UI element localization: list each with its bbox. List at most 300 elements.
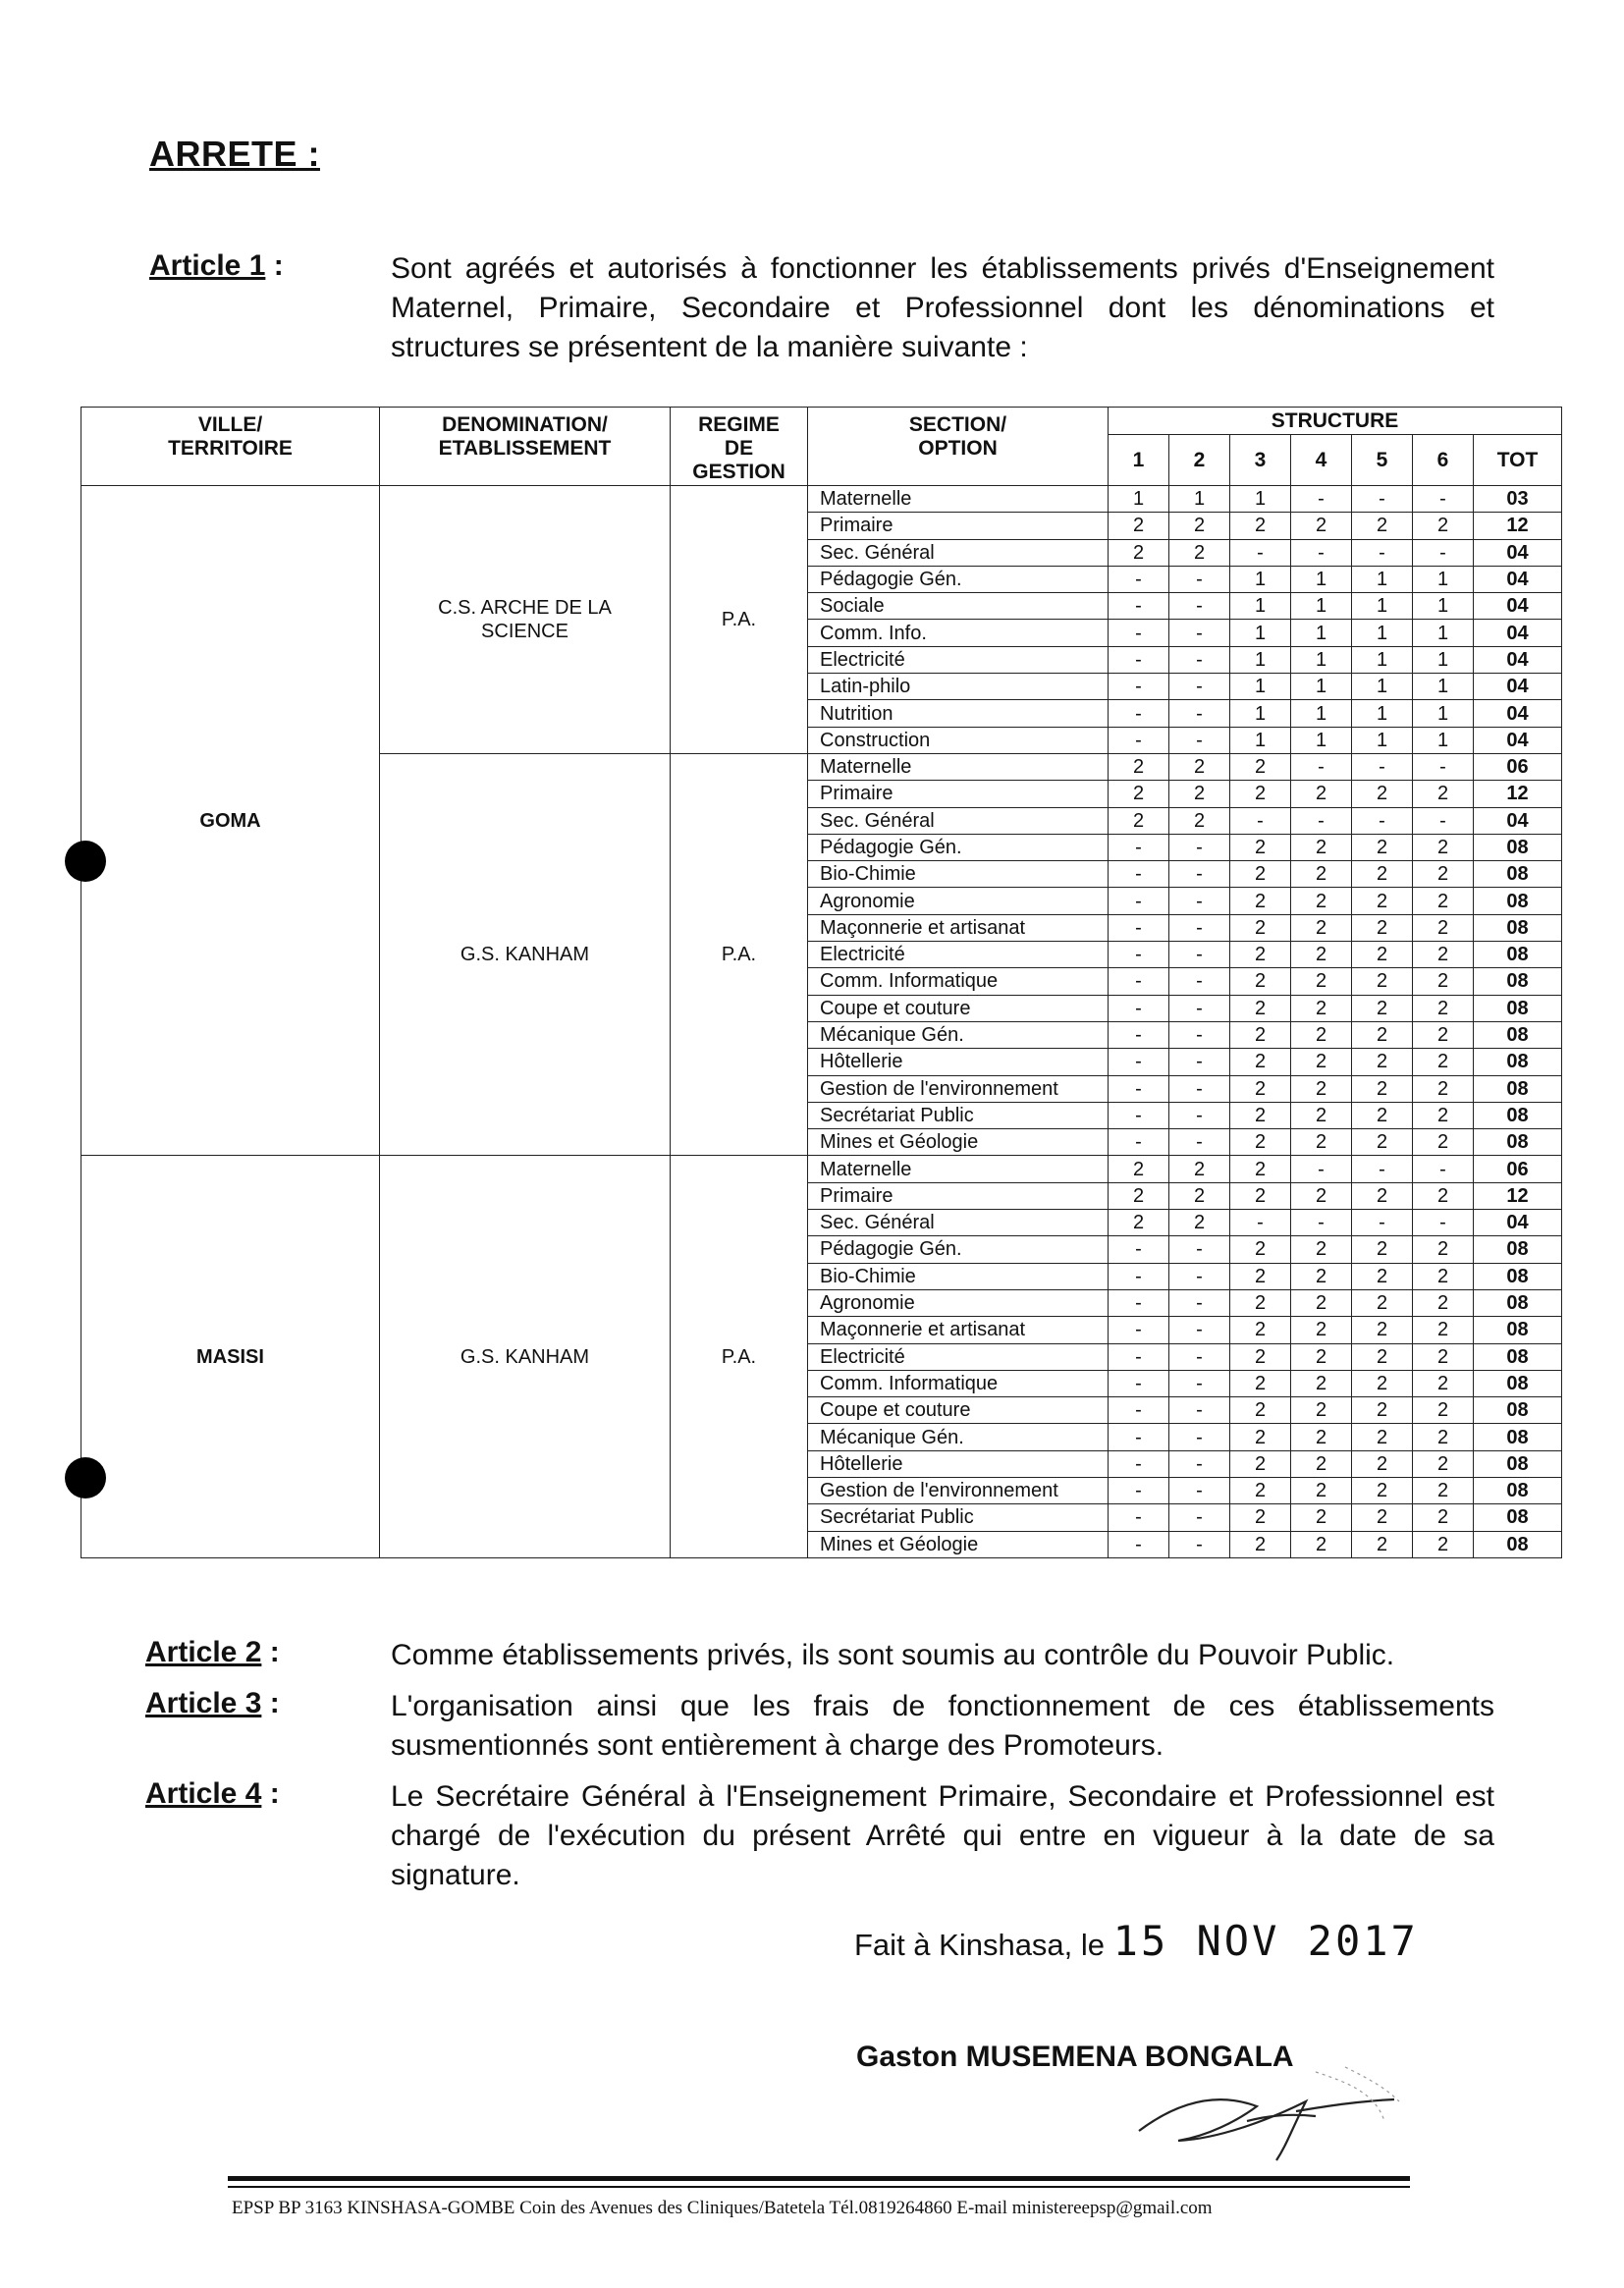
structure-cell-4: 2 [1291,1450,1352,1477]
total-cell: 08 [1474,861,1562,888]
structure-cell-5: - [1352,807,1413,834]
total-cell: 08 [1474,1424,1562,1450]
structure-cell-6: 2 [1413,995,1474,1021]
structure-cell-1: 2 [1109,781,1169,807]
structure-cell-3: 2 [1230,1317,1291,1343]
structure-cell-1: - [1109,888,1169,914]
option-cell: Mécanique Gén. [808,1021,1109,1048]
total-cell: 06 [1474,1156,1562,1182]
structure-cell-5: 2 [1352,1049,1413,1075]
total-cell: 04 [1474,700,1562,727]
structure-cell-6: 2 [1413,1317,1474,1343]
option-cell: Pédagogie Gén. [808,834,1109,860]
structure-cell-3: 2 [1230,1129,1291,1156]
structure-cell-6: 2 [1413,1424,1474,1450]
structure-cell-1: - [1109,1289,1169,1316]
structure-cell-3: 2 [1230,834,1291,860]
option-cell: Hôtellerie [808,1450,1109,1477]
structure-cell-5: 2 [1352,1531,1413,1557]
total-cell: 04 [1474,593,1562,620]
option-cell: Maternelle [808,753,1109,780]
option-cell: Coupe et couture [808,1397,1109,1424]
structure-cell-4: - [1291,1156,1352,1182]
header-col-1: 1 [1109,435,1169,486]
structure-cell-1: - [1109,942,1169,968]
structure-cell-5: 2 [1352,1343,1413,1370]
structure-cell-4: 2 [1291,1343,1352,1370]
structure-cell-6: 2 [1413,1289,1474,1316]
total-cell: 04 [1474,1210,1562,1236]
structure-cell-2: - [1169,1343,1230,1370]
structure-cell-4: 2 [1291,1531,1352,1557]
total-cell: 12 [1474,513,1562,539]
structure-cell-6: - [1413,753,1474,780]
structure-cell-2: - [1169,1477,1230,1503]
structure-cell-5: 2 [1352,1450,1413,1477]
total-cell: 08 [1474,1317,1562,1343]
regime-cell: P.A. [671,753,808,1155]
structure-cell-6: - [1413,539,1474,566]
structure-cell-4: 1 [1291,593,1352,620]
punch-hole [65,841,106,882]
ville-cell: MASISI [81,1156,380,1557]
structure-cell-2: 2 [1169,753,1230,780]
structure-cell-2: 2 [1169,513,1230,539]
structure-cell-3: 2 [1230,1236,1291,1263]
header-col-4: 4 [1291,435,1352,486]
structure-cell-2: 2 [1169,539,1230,566]
structure-table [81,407,1562,1558]
table-row [81,486,1562,513]
structure-cell-1: - [1109,1263,1169,1289]
structure-cell-6: 2 [1413,1397,1474,1424]
total-cell: 08 [1474,1102,1562,1128]
structure-cell-5: 2 [1352,1289,1413,1316]
structure-cell-4: 2 [1291,861,1352,888]
structure-cell-4: 2 [1291,1075,1352,1102]
structure-cell-4: 2 [1291,1102,1352,1128]
structure-cell-5: 2 [1352,1021,1413,1048]
structure-cell-5: 1 [1352,620,1413,646]
structure-cell-1: - [1109,593,1169,620]
structure-cell-2: - [1169,995,1230,1021]
structure-cell-2: - [1169,700,1230,727]
structure-cell-2: 1 [1169,486,1230,513]
structure-cell-5: 2 [1352,513,1413,539]
option-cell: Mines et Géologie [808,1129,1109,1156]
article-4-label: Article 4 : [145,1777,280,1810]
place-text: Fait à Kinshasa, le [854,1928,1106,1962]
structure-cell-6: 2 [1413,1075,1474,1102]
structure-cell-3: 1 [1230,566,1291,592]
structure-cell-2: - [1169,1531,1230,1557]
structure-cell-6: 2 [1413,781,1474,807]
structure-cell-3: 2 [1230,1102,1291,1128]
structure-cell-4: 2 [1291,513,1352,539]
structure-cell-5: 1 [1352,646,1413,673]
option-cell: Nutrition [808,700,1109,727]
structure-cell-3: 2 [1230,781,1291,807]
header-col-tot: TOT [1474,435,1562,486]
structure-cell-6: 2 [1413,1263,1474,1289]
structure-cell-2: - [1169,566,1230,592]
structure-cell-3: - [1230,1210,1291,1236]
structure-cell-1: 2 [1109,1156,1169,1182]
structure-cell-5: 1 [1352,727,1413,753]
structure-cell-1: 2 [1109,1182,1169,1209]
structure-cell-3: 1 [1230,593,1291,620]
structure-cell-6: 1 [1413,593,1474,620]
structure-cell-1: - [1109,1397,1169,1424]
structure-cell-1: - [1109,1531,1169,1557]
structure-cell-6: - [1413,1156,1474,1182]
footer-rule [228,2176,1410,2181]
structure-cell-4: 2 [1291,1289,1352,1316]
table-body [81,486,1562,1558]
total-cell: 08 [1474,888,1562,914]
total-cell: 08 [1474,834,1562,860]
total-cell: 12 [1474,781,1562,807]
total-cell: 08 [1474,968,1562,995]
structure-cell-2: - [1169,834,1230,860]
structure-cell-2: - [1169,1102,1230,1128]
structure-cell-6: 2 [1413,1531,1474,1557]
structure-cell-5: - [1352,1156,1413,1182]
structure-cell-3: 1 [1230,674,1291,700]
structure-cell-4: 2 [1291,1182,1352,1209]
structure-cell-4: 2 [1291,914,1352,941]
total-cell: 08 [1474,1075,1562,1102]
structure-cell-1: - [1109,861,1169,888]
total-cell: 08 [1474,914,1562,941]
structure-cell-3: 2 [1230,1263,1291,1289]
structure-cell-2: - [1169,1504,1230,1531]
structure-cell-4: 2 [1291,834,1352,860]
structure-cell-6: 1 [1413,566,1474,592]
structure-cell-4: 2 [1291,1263,1352,1289]
structure-cell-3: 2 [1230,753,1291,780]
structure-cell-1: - [1109,1317,1169,1343]
option-cell: Agronomie [808,1289,1109,1316]
structure-cell-4: - [1291,486,1352,513]
structure-cell-3: - [1230,539,1291,566]
structure-cell-4: 2 [1291,888,1352,914]
structure-cell-1: - [1109,1424,1169,1450]
option-cell: Secrétariat Public [808,1102,1109,1128]
structure-cell-1: - [1109,1370,1169,1396]
structure-cell-2: - [1169,727,1230,753]
header-section: SECTION/ OPTION [808,408,1109,486]
structure-cell-6: 2 [1413,1343,1474,1370]
structure-cell-5: 2 [1352,1075,1413,1102]
structure-cell-3: 2 [1230,1075,1291,1102]
structure-cell-6: 1 [1413,674,1474,700]
option-cell: Bio-Chimie [808,861,1109,888]
structure-cell-2: - [1169,888,1230,914]
structure-cell-6: 2 [1413,914,1474,941]
total-cell: 04 [1474,807,1562,834]
structure-cell-2: 2 [1169,807,1230,834]
structure-cell-1: - [1109,1102,1169,1128]
option-cell: Primaire [808,1182,1109,1209]
structure-cell-6: 2 [1413,1236,1474,1263]
structure-cell-6: 2 [1413,1182,1474,1209]
structure-cell-1: - [1109,1450,1169,1477]
total-cell: 04 [1474,539,1562,566]
total-cell: 08 [1474,1531,1562,1557]
structure-cell-4: - [1291,807,1352,834]
structure-cell-1: 2 [1109,807,1169,834]
structure-cell-5: 2 [1352,968,1413,995]
structure-cell-6: 2 [1413,1049,1474,1075]
structure-cell-5: 1 [1352,566,1413,592]
structure-cell-2: - [1169,1370,1230,1396]
structure-cell-2: - [1169,1021,1230,1048]
structure-cell-5: 2 [1352,1263,1413,1289]
structure-cell-1: - [1109,995,1169,1021]
structure-cell-2: - [1169,593,1230,620]
structure-cell-2: 2 [1169,1210,1230,1236]
option-cell: Mines et Géologie [808,1531,1109,1557]
structure-cell-2: - [1169,1424,1230,1450]
structure-cell-2: - [1169,674,1230,700]
structure-cell-2: 2 [1169,781,1230,807]
header-col-5: 5 [1352,435,1413,486]
total-cell: 08 [1474,942,1562,968]
article-1-text: Sont agréés et autorisés à fonctionner les établissements privés d'Enseignement Maternel, Primaire, Secondaire et Professionnel dont les dénominations et structures se présentent de la manière suivante : [391,252,1494,363]
total-cell: 04 [1474,646,1562,673]
footer-rule-thin [228,2186,1410,2188]
structure-cell-4: 2 [1291,1129,1352,1156]
structure-cell-3: 1 [1230,700,1291,727]
structure-cell-2: - [1169,646,1230,673]
structure-cell-5: 2 [1352,1129,1413,1156]
structure-cell-5: 2 [1352,1424,1413,1450]
structure-cell-6: - [1413,807,1474,834]
structure-cell-3: 2 [1230,942,1291,968]
structure-cell-5: 1 [1352,593,1413,620]
total-cell: 08 [1474,1289,1562,1316]
regime-cell: P.A. [671,1156,808,1557]
structure-cell-2: - [1169,861,1230,888]
structure-cell-4: - [1291,1210,1352,1236]
structure-cell-4: 1 [1291,646,1352,673]
structure-cell-1: - [1109,968,1169,995]
signature-image [1119,2062,1414,2170]
structure-cell-1: - [1109,620,1169,646]
article-4-text: Le Secrétaire Général à l'Enseignement Primaire, Secondaire et Professionnel est chargé de l'exécution du présent Arrêté qui entre en vigueur à la date de sa signature. [391,1780,1494,1891]
structure-cell-4: 2 [1291,1477,1352,1503]
structure-cell-4: 2 [1291,1424,1352,1450]
structure-cell-4: 2 [1291,1504,1352,1531]
structure-cell-4: 1 [1291,674,1352,700]
structure-cell-3: 2 [1230,1477,1291,1503]
option-cell: Primaire [808,781,1109,807]
total-cell: 08 [1474,1370,1562,1396]
structure-cell-6: 2 [1413,942,1474,968]
option-cell: Construction [808,727,1109,753]
structure-cell-2: - [1169,1397,1230,1424]
structure-cell-6: - [1413,1210,1474,1236]
structure-cell-2: - [1169,1236,1230,1263]
structure-cell-1: - [1109,1021,1169,1048]
option-cell: Maternelle [808,486,1109,513]
structure-cell-4: 2 [1291,942,1352,968]
total-cell: 03 [1474,486,1562,513]
total-cell: 08 [1474,1477,1562,1503]
structure-cell-1: - [1109,1049,1169,1075]
total-cell: 08 [1474,1263,1562,1289]
option-cell: Coupe et couture [808,995,1109,1021]
structure-cell-1: - [1109,1504,1169,1531]
structure-cell-1: - [1109,1129,1169,1156]
structure-cell-6: 2 [1413,834,1474,860]
article-2-text: Comme établissements privés, ils sont soumis au contrôle du Pouvoir Public. [391,1639,1395,1671]
structure-cell-6: 2 [1413,1129,1474,1156]
school-name-cell: G.S. KANHAM [380,753,671,1155]
structure-cell-6: 1 [1413,646,1474,673]
structure-cell-2: - [1169,1289,1230,1316]
structure-cell-4: 2 [1291,1236,1352,1263]
structure-cell-1: - [1109,834,1169,860]
option-cell: Sec. Général [808,539,1109,566]
total-cell: 12 [1474,1182,1562,1209]
structure-cell-5: - [1352,753,1413,780]
structure-cell-6: - [1413,486,1474,513]
total-cell: 08 [1474,1049,1562,1075]
article-2-label: Article 2 : [145,1636,280,1668]
regime-cell: P.A. [671,486,808,754]
structure-cell-1: - [1109,646,1169,673]
option-cell: Pédagogie Gén. [808,1236,1109,1263]
header-col-3: 3 [1230,435,1291,486]
total-cell: 04 [1474,727,1562,753]
date-stamp: 15 NOV 2017 [1112,1917,1419,1965]
structure-cell-3: 2 [1230,861,1291,888]
structure-cell-5: 2 [1352,1370,1413,1396]
structure-cell-1: 1 [1109,486,1169,513]
structure-cell-3: 2 [1230,1370,1291,1396]
option-cell: Maçonnerie et artisanat [808,914,1109,941]
total-cell: 08 [1474,1504,1562,1531]
total-cell: 08 [1474,1397,1562,1424]
structure-cell-1: 2 [1109,539,1169,566]
structure-cell-5: 2 [1352,995,1413,1021]
total-cell: 08 [1474,1450,1562,1477]
ville-cell: GOMA [81,486,380,1156]
option-cell: Comm. Info. [808,620,1109,646]
structure-cell-5: 2 [1352,1102,1413,1128]
structure-cell-5: 2 [1352,1477,1413,1503]
structure-cell-5: 1 [1352,700,1413,727]
structure-cell-6: 2 [1413,513,1474,539]
total-cell: 08 [1474,995,1562,1021]
structure-cell-6: 2 [1413,1370,1474,1396]
header-ville: VILLE/ TERRITOIRE [81,408,380,486]
structure-cell-4: 2 [1291,1049,1352,1075]
structure-cell-3: 2 [1230,1450,1291,1477]
total-cell: 08 [1474,1343,1562,1370]
total-cell: 04 [1474,674,1562,700]
footer-address: EPSP BP 3163 KINSHASA-GOMBE Coin des Avenues des Cliniques/Batetela Tél.0819264860 E-mail ministereepsp@gmail.com [232,2198,1213,2218]
article-3-label: Article 3 : [145,1687,280,1719]
option-cell: Maternelle [808,1156,1109,1182]
structure-cell-4: 1 [1291,620,1352,646]
total-cell: 08 [1474,1021,1562,1048]
structure-cell-5: 2 [1352,914,1413,941]
structure-cell-2: - [1169,968,1230,995]
structure-cell-6: 2 [1413,1504,1474,1531]
structure-cell-3: 2 [1230,1424,1291,1450]
structure-cell-3: 2 [1230,1343,1291,1370]
structure-cell-2: - [1169,1129,1230,1156]
structure-cell-6: 2 [1413,888,1474,914]
option-cell: Electricité [808,1343,1109,1370]
total-cell: 06 [1474,753,1562,780]
structure-cell-2: - [1169,1049,1230,1075]
structure-cell-6: 2 [1413,1102,1474,1128]
structure-cell-5: 2 [1352,942,1413,968]
structure-cell-3: 2 [1230,968,1291,995]
structure-cell-5: 2 [1352,1504,1413,1531]
structure-cell-3: 1 [1230,486,1291,513]
structure-cell-4: 1 [1291,727,1352,753]
option-cell: Electricité [808,942,1109,968]
structure-cell-1: - [1109,700,1169,727]
structure-cell-3: 2 [1230,995,1291,1021]
structure-cell-1: 2 [1109,753,1169,780]
header-col-6: 6 [1413,435,1474,486]
signer-name: Gaston MUSEMENA BONGALA [856,2041,1294,2073]
structure-cell-2: 2 [1169,1156,1230,1182]
table-row [81,1156,1562,1182]
structure-cell-1: - [1109,1477,1169,1503]
option-cell: Pédagogie Gén. [808,566,1109,592]
structure-cell-6: 1 [1413,700,1474,727]
article-1-label: Article 1 : [149,249,284,282]
article-3-text: L'organisation ainsi que les frais de fonctionnement de ces établissements susmentionnés sont entièrement à charge des Promoteurs. [391,1690,1494,1762]
structure-cell-1: - [1109,674,1169,700]
structure-cell-5: 2 [1352,888,1413,914]
structure-cell-5: 2 [1352,861,1413,888]
structure-cell-3: 1 [1230,646,1291,673]
structure-cell-6: 2 [1413,968,1474,995]
structure-cell-3: - [1230,807,1291,834]
structure-cell-5: - [1352,1210,1413,1236]
structure-cell-5: 2 [1352,1236,1413,1263]
structure-cell-5: 2 [1352,781,1413,807]
option-cell: Primaire [808,513,1109,539]
structure-cell-5: 1 [1352,674,1413,700]
structure-cell-4: - [1291,539,1352,566]
structure-cell-2: - [1169,1317,1230,1343]
structure-cell-3: 2 [1230,914,1291,941]
school-name-cell: G.S. KANHAM [380,1156,671,1557]
structure-cell-1: - [1109,1343,1169,1370]
structure-cell-6: 1 [1413,727,1474,753]
structure-cell-5: - [1352,486,1413,513]
header-regime: REGIME DE GESTION [671,408,808,486]
structure-cell-6: 2 [1413,1021,1474,1048]
structure-cell-3: 2 [1230,1021,1291,1048]
structure-cell-5: 2 [1352,1397,1413,1424]
option-cell: Latin-philo [808,674,1109,700]
punch-hole [65,1457,106,1498]
place-date [854,1917,1419,1965]
structure-cell-3: 2 [1230,1049,1291,1075]
structure-cell-3: 2 [1230,888,1291,914]
structure-cell-4: 2 [1291,995,1352,1021]
